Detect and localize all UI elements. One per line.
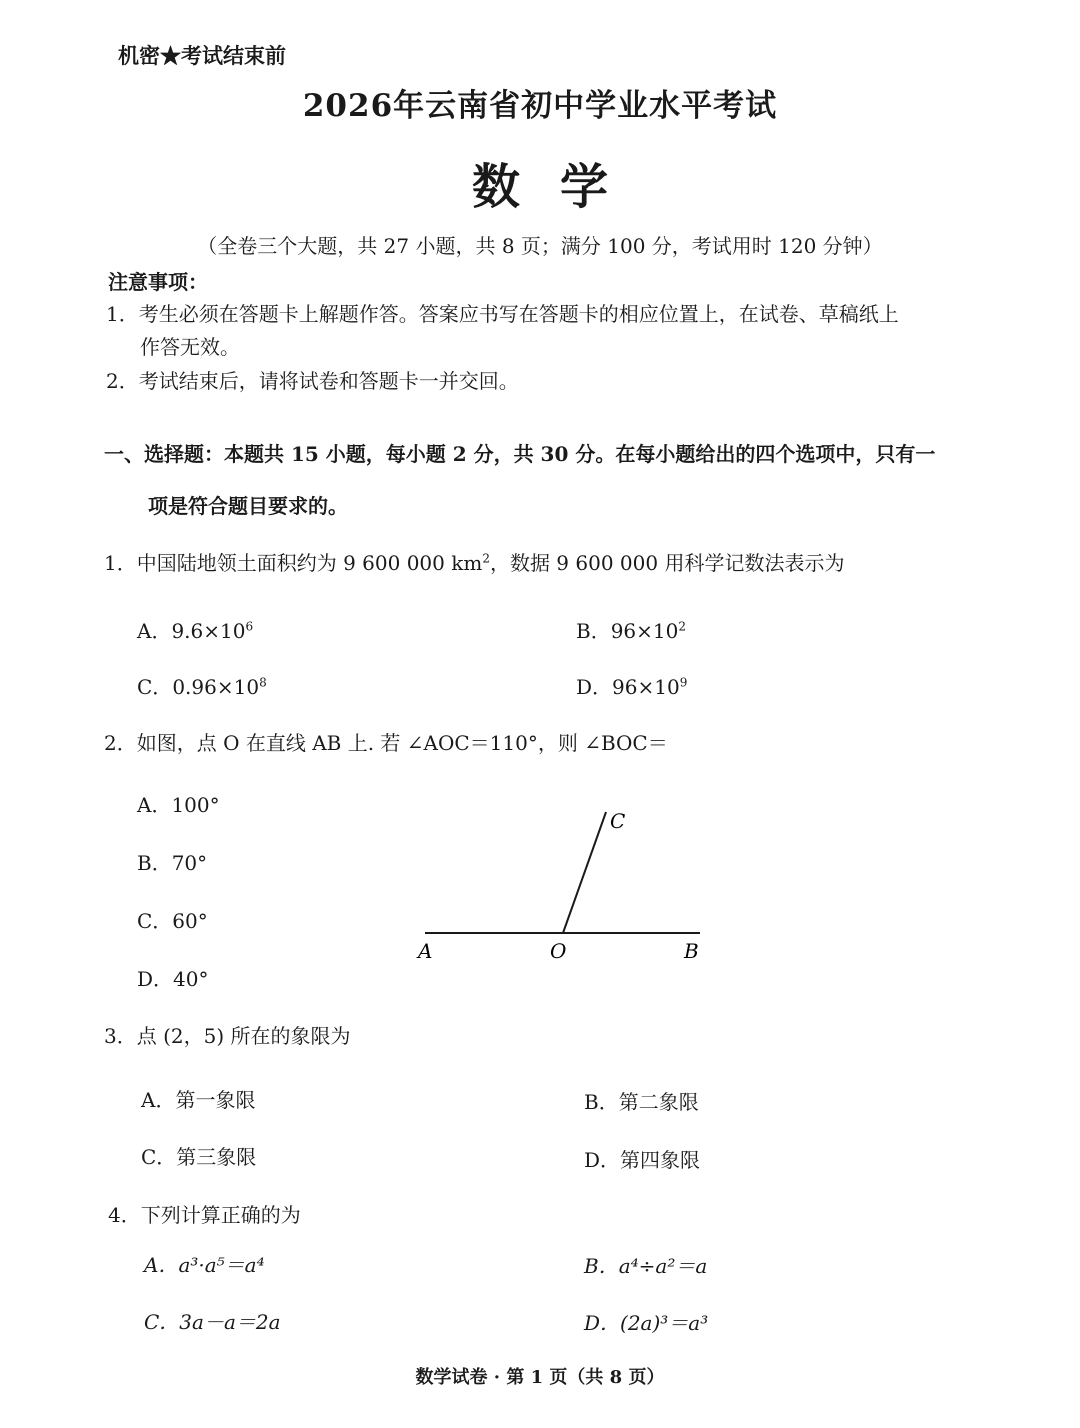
label-c: C (610, 809, 626, 833)
q4-option-c: C．3a－a＝2a (144, 1310, 281, 1334)
section-1-heading-cont: 项是符合题目要求的。 (148, 494, 348, 518)
q4-option-d: D．(2a)³＝a³ (584, 1311, 709, 1335)
q1-option-b: B．$96\times 10^2$ (576, 619, 686, 643)
q2-option-d: D．40° (137, 967, 209, 991)
q2-option-b: B．70° (137, 851, 208, 875)
q3-option-a: A．第一象限 (141, 1088, 256, 1112)
exam-title: 2026年云南省初中学业水平考试 (302, 88, 778, 124)
q4-option-b: B．a⁴÷a²＝a (584, 1254, 708, 1278)
question-4-stem: 4．下列计算正确的为 (108, 1203, 301, 1227)
section-1-heading: 一、选择题：本题共 15 小题，每小题 2 分，共 30 分。在每小题给出的四个选项中，只有一 (104, 442, 936, 466)
q3-option-b: B．第二象限 (584, 1090, 699, 1114)
q1-option-a: A．$9.6\times 10^6$ (137, 619, 254, 643)
confidential-mark: 机密★考试结束前 (118, 43, 286, 68)
q1-option-d: D．$96\times 10^9$ (576, 675, 688, 699)
q4-option-a: A．a³·a⁵＝a⁴ (144, 1253, 265, 1277)
note-item-1-cont: 作答无效。 (140, 335, 240, 359)
q1-option-c: C．$0.96\times 10^8$ (137, 675, 267, 699)
note-item-2: 2．考试结束后，请将试卷和答题卡一并交回。 (106, 369, 519, 393)
label-a: A (418, 939, 433, 963)
page-footer: 数学试卷 · 第 1 页（共 8 页） (415, 1367, 665, 1388)
q1-stem-part2: ，数据 9 600 000 用科学记数法表示为 (489, 551, 845, 575)
q1-stem-part1: 1．中国陆地领土面积约为 9 600 000 km (104, 551, 483, 575)
q3-option-c: C．第三象限 (141, 1145, 257, 1169)
subject-title: 数学 (471, 159, 648, 215)
q2-option-c: C．60° (137, 909, 208, 933)
ray-oc (563, 812, 606, 933)
question-2-stem: 2．如图，点 O 在直线 AB 上. 若 ∠AOC＝110°，则 ∠BOC＝ (104, 731, 668, 755)
question-3-stem: 3．点 (2，5) 所在的象限为 (104, 1024, 351, 1048)
exam-summary: （全卷三个大题，共 27 小题，共 8 页；满分 100 分，考试用时 120 分钟） (197, 234, 883, 258)
question-1-stem (104, 547, 844, 576)
label-o: O (550, 939, 567, 963)
q1-stem-exponent: 2 (482, 551, 490, 566)
q2-option-a: A．100° (137, 793, 220, 817)
notes-heading: 注意事项： (108, 270, 208, 294)
q3-option-d: D．第四象限 (584, 1148, 701, 1172)
label-b: B (684, 939, 699, 963)
angle-diagram (410, 800, 720, 975)
note-item-1: 1．考生必须在答题卡上解题作答。答案应书写在答题卡的相应位置上，在试卷、草稿纸上 (106, 302, 899, 326)
